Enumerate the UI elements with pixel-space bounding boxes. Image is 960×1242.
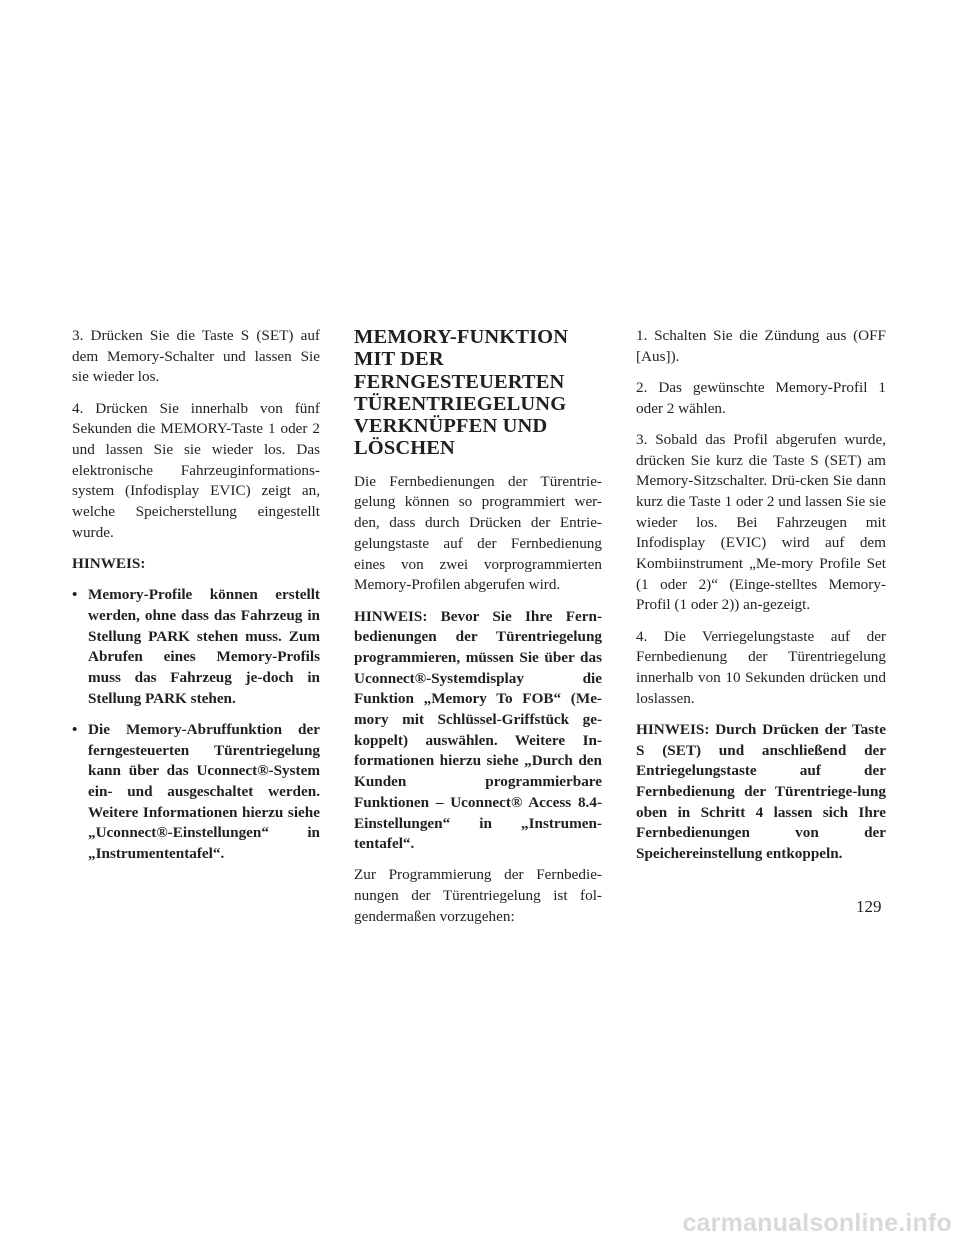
bullet-icon: •	[72, 720, 78, 738]
watermark-text: carmanualsonline.info	[682, 1209, 952, 1237]
bullet-text: Memory-Profile können erstellt werden, ohne dass das Fahrzeug in Stellung PARK stehen muss. Zum Abrufen eines Memory-Profils muss das Fahrzeug je-doch in Stellung PARK stehen.	[88, 586, 320, 707]
intro-paragraph: Die Fernbedienungen der Türentrie-gelung können so programmiert wer-den, dass durch Drücken der Entrie-gelungstaste auf der Fernbedienung eines von zwei vorprogrammierten Memory-Profilen abgerufen wird.	[354, 472, 602, 594]
note-paragraph: HINWEIS: Durch Drücken der Taste S (SET) und anschließend der Entriegelungstaste auf der Fernbedienung der Türentriege-lung oben in Schritt 4 lassen sich Ihre Fernbedienungen von der Speichereinstellung entkoppeln.	[636, 720, 886, 863]
section-heading: MEMORY-FUNKTION MIT DER FERNGESTEUERTEN TÜRENTRIEGELUNG VERKNÜPFEN UND LÖSCHEN	[354, 326, 569, 460]
middle-column	[354, 326, 602, 938]
procedure-step-3: 3. Sobald das Profil abgerufen wurde, drücken Sie kurz die Taste S (SET) am Memory-Sitzschalter. Drü-cken Sie dann kurz die Taste 1 oder 2 und lassen Sie sie wieder los. Bei Fahrzeugen mit Infodisplay (EVIC) wird auf dem Kombiinstrument „Me-mory Profile Set (1 oder 2)“ (Einge-stelltes Memory-Profil (1 oder 2)) an-gezeigt.	[636, 430, 886, 614]
procedure-intro-paragraph: Zur Programmierung der Fernbedie-nungen der Türentriegelung ist fol-gendermaßen vorzugehen:	[354, 866, 602, 925]
step-4-paragraph: 4. Drücken Sie innerhalb von fünf Sekunden die MEMORY-Taste 1 oder 2 und lassen Sie sie wieder los. Das elektronische Fahrzeuginformations-system (Infodisplay EVIC) zeigt an, welche Speicherstellung eingestellt wurde.	[72, 399, 320, 541]
bullet-item	[72, 585, 320, 709]
note-label: HINWEIS:	[72, 555, 146, 573]
note-paragraph: HINWEIS: Bevor Sie Ihre Fern-bedienungen der Türentriegelung programmieren, müssen Sie über das Uconnect®-Systemdisplay die Funktion „Memory To FOB“ (Me-mory mit Schlüssel-Griffstück ge-koppelt) auswählen. Weitere In-formationen hierzu siehe „Durch den Kunden programmierbare Funktionen – Uconnect® Access 8.4-Einstellungen“ in „Instrumen-tentafel“.	[354, 607, 602, 853]
note-bullet-list	[72, 585, 320, 865]
step-3-paragraph: 3. Drücken Sie die Taste S (SET) auf dem Memory-Schalter und lassen Sie sie wieder los.	[72, 327, 320, 386]
bullet-text: Die Memory-Abruffunktion der ferngesteuerten Türentriegelung kann über das Uconnect®-System ein- und ausgeschaltet werden. Weitere Informationen hierzu siehe „Uconnect®-Einstellungen“ in „Instrumententafel“.	[88, 720, 320, 863]
page-number: 129	[856, 897, 882, 916]
right-column	[636, 326, 886, 875]
procedure-step-4: 4. Die Verriegelungstaste auf der Fernbedienung der Türentriegelung innerhalb von 10 Sekunden drücken und loslassen.	[636, 627, 886, 707]
procedure-step-1: 1. Schalten Sie die Zündung aus (OFF [Aus]).	[636, 327, 886, 365]
bullet-item	[72, 720, 320, 865]
left-column	[72, 326, 320, 875]
procedure-step-2: 2. Das gewünschte Memory-Profil 1 oder 2 wählen.	[636, 378, 886, 417]
bullet-icon: •	[72, 586, 78, 604]
